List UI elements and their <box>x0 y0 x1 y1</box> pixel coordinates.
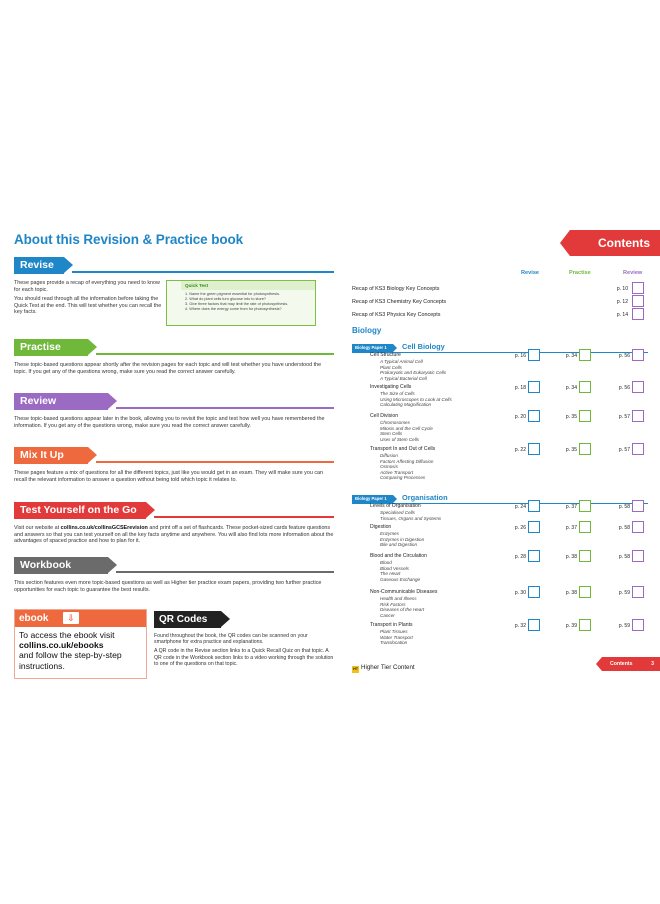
recap-label: Recap of KS3 Chemistry Key Concepts <box>352 299 447 305</box>
practise-heading: Practise <box>14 339 88 356</box>
revise-checkbox[interactable] <box>528 410 540 422</box>
qr-codes-heading: QR Codes <box>154 611 221 628</box>
review-heading: Review <box>14 393 108 410</box>
revise-checkbox[interactable] <box>528 381 540 393</box>
topic-title: Cell Biology <box>402 342 445 351</box>
subtopic-item: Tissues, Organs and Systems <box>380 515 442 521</box>
higher-tier-badge: HT <box>352 667 359 671</box>
revise-section <box>14 255 334 319</box>
subtopic-item: Translocation <box>380 640 408 646</box>
subtopic-title: Cell Structure <box>370 352 401 358</box>
review-checkbox[interactable] <box>632 381 644 393</box>
subtopic-item: A Typical Animal Cell <box>380 359 423 364</box>
subtopic-title: Transport In and Out of Cells <box>370 446 436 452</box>
recap-page: p. 12 <box>616 299 628 305</box>
subtopic-item: Specialised Cells <box>380 510 415 515</box>
mixitup-section <box>14 445 334 483</box>
download-icon: ⇩ <box>63 612 79 624</box>
subtopic-items <box>380 420 433 442</box>
book-spread <box>0 222 660 682</box>
subtopic-item: Enzymes <box>380 531 399 536</box>
paper-tag: Biology Paper 1 <box>352 495 393 503</box>
subtopic-item: The Size of Cells <box>380 391 415 396</box>
mixitup-heading: Mix It Up <box>14 447 88 464</box>
practise-checkbox[interactable] <box>579 500 591 512</box>
qr-codes-text: Found throughout the book, the QR codes can be scanned on your smartphone for extra practice and explanations. A QR code in the Revise section links to a Quick Recall Quiz on that topic. A QR code in the Workbook section links to a video working through the solution to one of the questions on that topic. <box>154 633 334 667</box>
practise-checkbox[interactable] <box>579 550 591 562</box>
subtopic-item: Plant Tissues <box>380 629 408 634</box>
revise-page: p. 32 <box>514 623 526 629</box>
subtopic-item: Uses of Stem Cells <box>380 436 420 442</box>
revise-page: p. 28 <box>514 554 526 560</box>
subtopic-items <box>380 596 424 618</box>
practise-checkbox[interactable] <box>579 586 591 598</box>
practise-checkbox[interactable] <box>579 381 591 393</box>
subtopic-title: Cell Division <box>370 413 399 419</box>
subtopic-item: Risk Factors <box>380 601 406 607</box>
recap-label: Recap of KS3 Physics Key Concepts <box>352 312 441 318</box>
review-checkbox[interactable] <box>632 282 644 294</box>
subtopic-items <box>380 531 424 548</box>
subtopic-item: Cancer <box>380 612 395 618</box>
quick-test-sample: Quick Test 1. Name the green pigment essential for photosynthesis. 2. What do plant cells turn glucose into to store? 3. Give three factors that may limit the rate of photosynthesis. 4. Where does the energy come from for photosynthesis? <box>166 280 316 326</box>
subtopic-item: Diseases of the Heart <box>380 607 425 613</box>
revise-checkbox[interactable] <box>528 619 540 631</box>
revise-checkbox[interactable] <box>528 521 540 533</box>
test-yourself-heading: Test Yourself on the Go <box>14 502 146 519</box>
practise-checkbox[interactable] <box>579 521 591 533</box>
practise-page: p. 38 <box>565 554 577 560</box>
subtopic-item: Stem Cells <box>380 431 403 437</box>
revise-page: p. 20 <box>514 414 526 420</box>
review-text: These topic-based questions appear later in the book, allowing you to revisit the topic and test how well you have remembered the information. If you get any of the questions wrong, make sure you read the correct answer carefully. <box>14 416 325 429</box>
practise-checkbox[interactable] <box>579 619 591 631</box>
review-checkbox[interactable] <box>632 586 644 598</box>
subtopic-item: Using Microscopes to Look at Cells <box>380 396 452 402</box>
subtopic-title: Investigating Cells <box>370 384 412 390</box>
subtopic-item: Health and Illness <box>380 596 417 601</box>
ebook-heading: ebook ⇩ <box>15 610 146 627</box>
review-checkbox[interactable] <box>632 295 644 307</box>
subtopic-item: Plant Cells <box>380 364 402 370</box>
review-checkbox[interactable] <box>632 443 644 455</box>
subtopic-title: Digestion <box>370 524 392 530</box>
revise-checkbox[interactable] <box>528 500 540 512</box>
practise-section <box>14 337 334 375</box>
flashcards-link[interactable]: collins.co.uk/collinsGCSErevision <box>60 525 148 531</box>
revise-checkbox[interactable] <box>528 349 540 361</box>
subtopic-items <box>380 391 452 408</box>
subtopic-items <box>380 629 413 646</box>
column-header-practise: Practise <box>569 270 591 276</box>
subtopic-item: Bile and Digestion <box>380 542 418 548</box>
subtopic-item: The Heart <box>380 571 401 577</box>
revise-page: p. 26 <box>514 525 526 531</box>
subtopic-item: Factors Affecting Diffusion <box>380 458 434 464</box>
subtopic-item: Active Transport <box>380 469 414 475</box>
subtopic-item: Prokaryotic and Eukaryotic Cells <box>380 370 447 376</box>
page-number: 3 <box>651 661 654 667</box>
footer-contents-tab: Contents 3 <box>602 657 660 671</box>
review-checkbox[interactable] <box>632 550 644 562</box>
qr-codes-section <box>154 609 334 670</box>
ebook-box <box>14 609 147 679</box>
ebook-link[interactable]: collins.co.uk/ebooks <box>19 640 104 651</box>
practise-page: p. 35 <box>565 414 577 420</box>
subtopic-item: A Typical Bacterial Cell <box>380 375 427 381</box>
column-header-revise: Revise <box>521 270 540 276</box>
revise-checkbox[interactable] <box>528 586 540 598</box>
subtopic-item: Calculating Magnification <box>380 402 432 408</box>
practise-checkbox[interactable] <box>579 410 591 422</box>
ebook-text: To access the ebook visit collins.co.uk/ebooks and follow the step-by-step instructions. <box>19 630 122 671</box>
revise-page: p. 30 <box>514 590 526 596</box>
practise-text: These topic-based questions appear shortly after the revision pages for each topic and will test whether you have understood the topic. If you get any of the questions wrong, make sure you read the correct answer carefully. <box>14 362 322 375</box>
practise-page: p. 34 <box>565 385 577 391</box>
review-page: p. 58 <box>618 525 630 531</box>
practise-checkbox[interactable] <box>579 443 591 455</box>
subtopic-item: Comparing Processes <box>380 475 426 481</box>
revise-page: p. 16 <box>514 353 526 359</box>
review-checkbox[interactable] <box>632 521 644 533</box>
review-page: p. 56 <box>618 353 630 359</box>
review-section <box>14 391 334 429</box>
subtopic-item: Blood Vessels <box>380 565 409 571</box>
review-page: p. 59 <box>618 623 630 629</box>
subtopic-items <box>380 510 441 521</box>
review-page: p. 57 <box>618 447 630 453</box>
review-checkbox[interactable] <box>632 619 644 631</box>
practise-page: p. 38 <box>565 590 577 596</box>
subtopic-item: Osmosis <box>380 464 398 470</box>
higher-tier-key: HT Higher Tier Content <box>352 664 415 671</box>
revise-checkbox[interactable] <box>528 443 540 455</box>
review-page: p. 58 <box>618 554 630 560</box>
practise-page: p. 37 <box>565 525 577 531</box>
page-title: About this Revision & Practice book <box>14 232 244 247</box>
review-checkbox[interactable] <box>632 349 644 361</box>
subtopic-items <box>380 560 420 582</box>
review-checkbox[interactable] <box>632 410 644 422</box>
subtopic-title: Blood and the Circulation <box>370 553 427 559</box>
review-page: p. 56 <box>618 385 630 391</box>
review-page: p. 58 <box>618 504 630 510</box>
review-page: p. 59 <box>618 590 630 596</box>
revise-page: p. 24 <box>514 504 526 510</box>
workbook-heading: Workbook <box>14 557 108 574</box>
subtopic-title: Non-Communicable Diseases <box>370 589 438 595</box>
workbook-section <box>14 555 334 593</box>
practise-page: p. 35 <box>565 447 577 453</box>
practise-checkbox[interactable] <box>579 349 591 361</box>
practise-page: p. 34 <box>565 353 577 359</box>
workbook-text: This section features even more topic-based questions as well as Higher tier practice exam papers, providing two further practice opportunities for each topic to guarantee the best results. <box>14 580 322 593</box>
revise-checkbox[interactable] <box>528 550 540 562</box>
recap-page: p. 10 <box>616 286 628 292</box>
revise-page: p. 22 <box>514 447 526 453</box>
subtopic-title: Transport in Plants <box>370 622 413 628</box>
column-header-review: Review <box>623 270 643 276</box>
review-checkbox[interactable] <box>632 500 644 512</box>
subtopic-items <box>380 359 446 381</box>
test-yourself-text: Visit our website at collins.co.uk/collinsGCSErevision and print off a set of flashcards. These pocket-sized cards feature questions and answers so that you can test yourself on all the key facts anytime and anywhere. You will also find lots more information about the advantages of spaced practice and how to plan for it. <box>14 525 334 545</box>
subtopic-title: Levels of Organisation <box>370 503 421 509</box>
recap-page: p. 14 <box>616 312 628 318</box>
revise-page: p. 18 <box>514 385 526 391</box>
right-page <box>340 222 660 682</box>
subtopic-item: Enzymes in Digestion <box>380 536 425 542</box>
subtopic-item: Mitosis and the Cell Cycle <box>380 425 433 431</box>
revise-text: These pages provide a recap of everything you need to know for each topic. You should read through all the information before taking the Quick Test at the end. This will test whether you can recall the key facts. <box>14 280 162 316</box>
subtopic-item: Gaseous Exchange <box>380 576 421 582</box>
subtopic-item: Chromosomes <box>380 420 410 425</box>
review-page: p. 57 <box>618 414 630 420</box>
recap-label: Recap of KS3 Biology Key Concepts <box>352 286 440 292</box>
subtopic-item: Diffusion <box>380 453 398 458</box>
practise-page: p. 37 <box>565 504 577 510</box>
subtopic-items <box>380 453 433 481</box>
paper-tag: Biology Paper 1 <box>352 344 393 352</box>
mixitup-text: These pages feature a mix of questions for all the different topics, just like you would get in an exam. They will make sure you can recall the relevant information to answer a question without being told which topic it relates to. <box>14 470 324 483</box>
subject-heading: Biology <box>352 326 382 335</box>
practise-page: p. 39 <box>565 623 577 629</box>
subtopic-item: Blood <box>380 560 392 565</box>
revise-heading: Revise <box>14 257 64 274</box>
test-yourself-section <box>14 500 334 545</box>
left-page <box>14 232 334 671</box>
review-checkbox[interactable] <box>632 308 644 320</box>
topic-title: Organisation <box>402 493 448 502</box>
subtopic-item: Water Transport <box>380 634 413 640</box>
contents-tab: Contents <box>570 230 660 256</box>
